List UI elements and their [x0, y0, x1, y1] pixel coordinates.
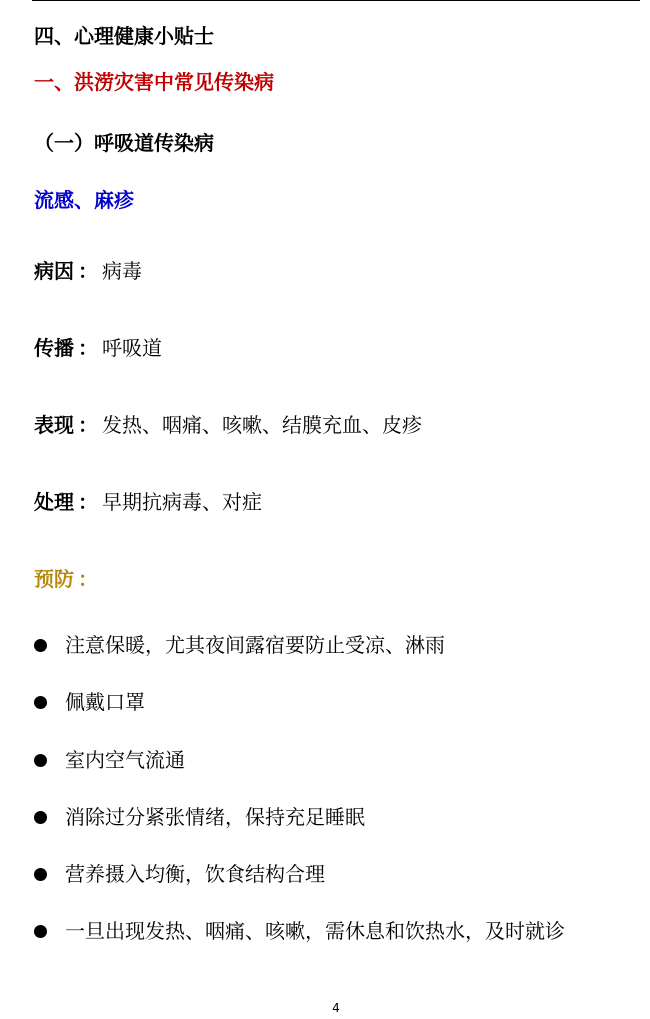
section-heading: 四、心理健康小贴士 [34, 24, 214, 48]
bullet-icon [34, 925, 47, 938]
bullet-icon [34, 868, 47, 881]
bullet-icon [34, 639, 47, 652]
page-number: 4 [332, 1001, 340, 1015]
disease-title: 流感、麻疹 [34, 188, 134, 212]
field-colon: ： [78, 413, 98, 437]
bullet-icon [34, 754, 47, 767]
subheading-group: （一）呼吸道传染病 [34, 131, 214, 155]
field-colon: ： [78, 336, 98, 360]
field-colon: ： [78, 259, 98, 283]
list-item [34, 633, 445, 657]
list-item-text: 消除过分紧张情绪，保持充足睡眠 [65, 805, 365, 829]
prevention-heading [34, 567, 102, 591]
list-item-text: 佩戴口罩 [65, 690, 145, 714]
prevention-colon: ： [78, 567, 98, 591]
list-item-text: 室内空气流通 [65, 748, 185, 772]
field-label: 处理 [34, 490, 74, 514]
field-label: 病因 [34, 259, 74, 283]
list-item [34, 690, 145, 714]
field-treatment [34, 490, 262, 514]
bullet-icon [34, 811, 47, 824]
list-item [34, 862, 325, 886]
list-item-text: 一旦出现发热、咽痛、咳嗽，需休息和饮热水，及时就诊 [65, 919, 565, 943]
field-cause [34, 259, 142, 283]
field-value: 发热、咽痛、咳嗽、结膜充血、皮疹 [102, 413, 422, 437]
list-item [34, 748, 185, 772]
list-item-text: 营养摄入均衡，饮食结构合理 [65, 862, 325, 886]
prevention-label: 预防 [34, 567, 74, 591]
field-transmission [34, 336, 162, 360]
field-value: 病毒 [102, 259, 142, 283]
field-colon: ： [78, 490, 98, 514]
list-item [34, 919, 565, 943]
field-label: 表现 [34, 413, 74, 437]
field-label: 传播 [34, 336, 74, 360]
field-symptoms [34, 413, 422, 437]
list-item [34, 805, 365, 829]
list-item-text: 注意保暖，尤其夜间露宿要防止受凉、淋雨 [65, 633, 445, 657]
subheading-red: 一、洪涝灾害中常见传染病 [34, 70, 274, 94]
top-rule [32, 0, 640, 1]
field-value: 早期抗病毒、对症 [102, 490, 262, 514]
bullet-icon [34, 696, 47, 709]
field-value: 呼吸道 [102, 336, 162, 360]
